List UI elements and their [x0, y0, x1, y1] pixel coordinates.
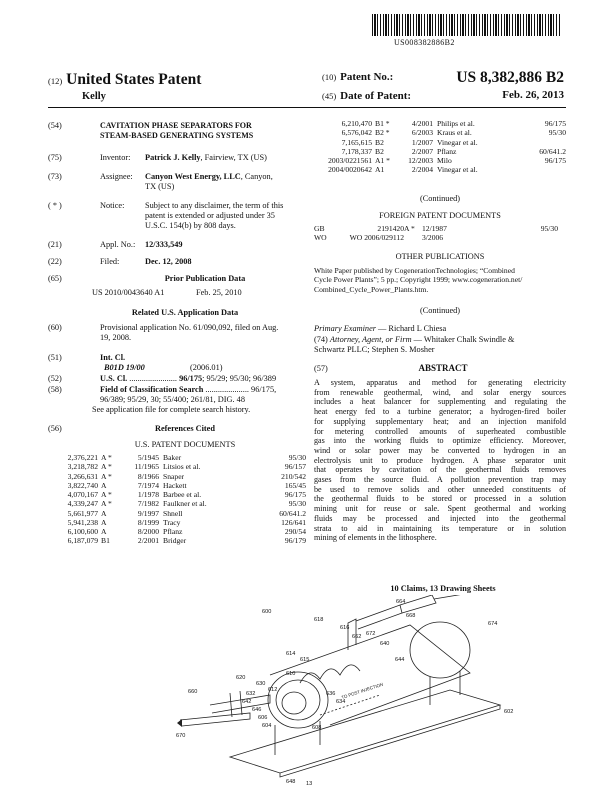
- ref-label: 644: [395, 657, 405, 663]
- prior-pub-date: Feb. 25, 2010: [196, 288, 242, 297]
- attorney-line: — Whitaker Chalk Swindle &: [411, 335, 515, 344]
- abstract-line: strata to aid in maintaining its temperature or in solution: [314, 523, 566, 533]
- other-publications: [314, 266, 566, 294]
- inid-code: (73): [48, 172, 62, 181]
- assignee-label: Assignee:: [100, 172, 133, 181]
- ref-number: WO 2006/029112: [349, 233, 404, 243]
- reference-row: [56, 509, 306, 518]
- ref-date: 8/1966: [137, 471, 159, 481]
- continued-note: (Continued): [419, 306, 461, 315]
- patent-date: Feb. 26, 2013: [502, 89, 564, 101]
- notice-text: [145, 201, 315, 231]
- appl-label: Appl. No.:: [100, 240, 136, 249]
- other-pub-line: White Paper published by CogenerationTechnologies; “Combined: [314, 266, 515, 275]
- ref-kind: [404, 233, 422, 242]
- abstract-line: from renewable geothermal, wind, and solar energy sources: [314, 387, 566, 397]
- abstract-line: mining unit for reuse or sale. Spent geothermal and working: [314, 504, 566, 514]
- abstract-line: mining of elements in the lithosphere.: [314, 533, 437, 543]
- ref-country: GB: [314, 224, 325, 233]
- ref-name: Faulkner et al.: [163, 499, 207, 509]
- ref-kind: B1: [101, 536, 110, 546]
- patent-no-label: Patent No.:: [340, 71, 394, 83]
- ref-label: 608: [312, 725, 322, 731]
- publication-number: US008382886B2: [394, 38, 455, 47]
- ref-name: Tracy: [163, 517, 181, 527]
- ref-date: 5/1945: [137, 453, 159, 462]
- prior-pub-number: US 2010/0043640 A1: [92, 288, 165, 297]
- ref-name: Snaper: [163, 471, 185, 481]
- pipe-flange: [230, 691, 242, 717]
- field-line: See application file for complete search history.: [92, 405, 251, 415]
- ref-date: 8/1999: [137, 517, 159, 527]
- inid-code: (45): [322, 91, 337, 101]
- notice-line: U.S.C. 154(b) by 808 days.: [145, 221, 236, 231]
- ref-number: 5,941,238: [67, 517, 98, 527]
- other-pub-line: Combined_Cycle_Power_Plants.htm.: [314, 284, 429, 294]
- ref-date: 12/1987: [422, 224, 447, 233]
- ref-date: 1/1978: [137, 490, 159, 499]
- ref-number: 2191420: [377, 224, 404, 233]
- leader-dots: .....................: [203, 385, 252, 394]
- ref-class: 96/179: [284, 536, 306, 546]
- reference-row: [308, 165, 566, 174]
- assignee-location: , Canyon,: [240, 172, 273, 181]
- reference-row: [56, 462, 306, 471]
- ref-class: 165/45: [284, 480, 306, 490]
- base-plate: [230, 690, 500, 773]
- ref-class: 96/175: [284, 490, 306, 499]
- base-plate-edge: [280, 705, 500, 777]
- reference-row: [56, 536, 306, 545]
- abstract-line: A system, apparatus and method for generating electricity: [314, 378, 566, 387]
- inid-code: (51): [48, 353, 62, 362]
- inid-code: (21): [48, 240, 62, 249]
- ref-label: 610: [286, 671, 296, 677]
- date-line: [322, 90, 411, 103]
- ref-kind: B2 *: [375, 128, 390, 138]
- provisional-line: 19, 2008.: [100, 333, 132, 343]
- ref-number: 6,187,079: [67, 536, 98, 546]
- support-legs: [275, 671, 460, 755]
- ref-kind: B2: [375, 146, 384, 156]
- reference-row: [56, 453, 306, 462]
- ref-name: Barbee et al.: [163, 490, 202, 499]
- ref-name: Philips et al.: [437, 119, 475, 128]
- reference-row: [308, 147, 566, 156]
- field-label: Field of Classification Search: [100, 385, 204, 394]
- cylinder-body: [270, 625, 470, 725]
- abstract-line: wind or solar power may be converted to hydrogen in an: [314, 445, 566, 455]
- patent-type-heading: [48, 71, 201, 90]
- ref-class: [528, 233, 558, 242]
- filed-date: Dec. 12, 2008: [145, 257, 192, 266]
- ref-name: Baker: [163, 453, 182, 462]
- abstract-line: be used to remove solids and other unneeded constituents of: [314, 484, 566, 494]
- inid-code: (12): [48, 76, 63, 86]
- ref-label: 600: [262, 609, 272, 615]
- reference-row: [308, 128, 566, 137]
- ref-label: 674: [488, 621, 498, 627]
- top-pipe-tip: [434, 595, 470, 599]
- abstract-line: gases from the source fluid. A pollution prevention trap may: [314, 475, 566, 485]
- ref-label: 632: [246, 691, 256, 697]
- ref-number: 4,339,247: [67, 499, 98, 509]
- notice-label: Notice:: [100, 201, 125, 210]
- ref-label: 636: [326, 691, 336, 697]
- ref-spacer: [458, 224, 528, 233]
- ref-label: 616: [340, 625, 350, 631]
- abstract-line: that operates by cavitation of the geothermal fluids removes: [314, 465, 566, 475]
- field-line: 96/389; 95/29, 30; 55/400; 261/81, DIG. 48: [100, 395, 245, 405]
- ref-kind: B1 *: [375, 119, 390, 128]
- inid-code: (60): [48, 323, 62, 332]
- ref-label: 640: [380, 641, 390, 647]
- ref-date: 2/2001: [137, 536, 159, 546]
- ref-name: Pflanz: [437, 146, 457, 156]
- us-docs-heading: U.S. PATENT DOCUMENTS: [134, 440, 236, 449]
- reference-row: [56, 472, 306, 481]
- intcl-year: (2006.01): [190, 363, 223, 372]
- claims-sheets: 10 Claims, 13 Drawing Sheets: [390, 584, 496, 593]
- ref-class: [526, 165, 566, 174]
- invention-title: [100, 121, 310, 141]
- ref-name: Bridger: [163, 536, 187, 546]
- attorney-line: Schwartz PLLC; Stephen S. Mosher: [314, 345, 435, 355]
- reference-row: [56, 481, 306, 490]
- ref-label: 614: [286, 651, 296, 657]
- ref-name: Milo: [437, 156, 452, 165]
- ref-label: 660: [188, 689, 198, 695]
- leader-dots: .......................: [127, 374, 180, 383]
- inid-code: (56): [48, 424, 62, 433]
- notice-line: Subject to any disclaimer, the term of this: [145, 201, 284, 210]
- ref-date: 8/2000: [137, 527, 159, 536]
- ref-kind: A1 *: [375, 156, 390, 165]
- ref-kind: A1: [375, 165, 385, 175]
- abstract-text: [314, 378, 566, 543]
- ref-label: 13: [306, 781, 313, 785]
- inventor-name: Patrick J. Kelly: [145, 153, 201, 162]
- appl-number: 12/333,549: [145, 240, 183, 249]
- uscl-main: 96/175: [179, 374, 203, 383]
- ref-class: [526, 138, 566, 147]
- ref-number: 4,070,167: [67, 490, 98, 499]
- inner-tube: [282, 692, 306, 714]
- ref-number: 6,576,042: [341, 128, 372, 138]
- barcode: [372, 14, 560, 36]
- examiner-line: [314, 324, 446, 334]
- reference-row: [56, 490, 306, 499]
- ref-date: 7/1974: [137, 480, 159, 490]
- intcl-label: Int. Cl.: [100, 353, 126, 362]
- ref-kind: A *: [404, 224, 415, 233]
- prior-pub-heading: Prior Publication Data: [164, 274, 246, 283]
- ref-class: 95/30: [540, 224, 558, 233]
- header-rule: [48, 107, 566, 108]
- continued-note: (Continued): [419, 194, 461, 203]
- ref-date: 7/1982: [137, 499, 159, 509]
- inventor-entry: [145, 153, 267, 163]
- ref-label: 615: [300, 657, 310, 663]
- outlet-pipe: [180, 713, 250, 726]
- ref-label: 606: [258, 715, 268, 721]
- uscl-label: U.S. Cl.: [100, 374, 128, 383]
- provisional-text: [100, 323, 315, 343]
- ref-name: Litsios et al.: [163, 462, 201, 472]
- us-references-list: [56, 453, 306, 546]
- uscl-entry: [100, 374, 276, 384]
- foreign-heading: FOREIGN PATENT DOCUMENTS: [379, 211, 501, 220]
- attorney-label: Attorney, Agent, or Firm: [329, 335, 412, 344]
- ref-class: 96/175: [544, 156, 566, 165]
- related-heading: Related U.S. Application Data: [131, 308, 239, 317]
- date-label: Date of Patent:: [340, 90, 412, 102]
- inid-code: (52): [48, 374, 62, 383]
- flow-arrow: [320, 695, 380, 715]
- inventor-label: Inventor:: [100, 153, 131, 162]
- ref-label: 664: [396, 599, 406, 605]
- ref-name: Shnell: [163, 508, 183, 518]
- abstract-line: fluids may be processed and injected into the geothermal: [314, 513, 566, 523]
- ref-date: 3/2006: [422, 233, 444, 243]
- ref-class: 60/641.2: [539, 146, 566, 156]
- ref-name: Pflanz: [163, 527, 183, 536]
- reference-row: [308, 138, 566, 147]
- ref-date: 2/2004: [411, 165, 433, 175]
- abstract-line: heat energy fed to a turbine generator; a hydrogen-fired boiler: [314, 407, 566, 417]
- ref-class: 290/54: [284, 527, 306, 536]
- ref-number: 2,376,221: [67, 453, 98, 462]
- ref-date: 2/2007: [411, 146, 433, 156]
- reference-row: [308, 156, 566, 165]
- ref-class: 96/157: [284, 462, 306, 472]
- ref-spacer: [458, 233, 528, 242]
- ref-label: 648: [286, 779, 296, 785]
- ref-date: 1/2007: [411, 137, 433, 147]
- cylinder-front: [268, 672, 328, 728]
- ref-class: 210/542: [281, 471, 306, 481]
- examiner-label: Primary Examiner: [314, 324, 376, 333]
- inventor-surname: Kelly: [82, 91, 106, 102]
- patent-drawing: [170, 595, 570, 785]
- assignee-name: Canyon West Energy, LLC: [145, 172, 241, 181]
- ref-date: 6/2003: [411, 128, 433, 138]
- ref-kind: B2: [375, 137, 384, 147]
- ref-label: 634: [336, 699, 346, 705]
- ref-number: 7,165,615: [341, 137, 372, 147]
- other-pubs-heading: OTHER PUBLICATIONS: [395, 252, 485, 261]
- reference-row: [56, 527, 306, 536]
- uscl-rest: ; 95/29; 95/30; 96/389: [202, 374, 277, 383]
- attorney-entry: [314, 335, 566, 355]
- ref-number: 2003/0221561: [328, 156, 372, 165]
- assignee-entry: [145, 172, 273, 192]
- ref-number: 3,218,782: [67, 462, 98, 472]
- top-pipe-ext: [400, 595, 436, 613]
- foreign-reference-row: [314, 224, 564, 233]
- ref-kind: A *: [101, 499, 112, 509]
- abstract-line: the geothermal fluids to be stored or processed in a solution: [314, 494, 566, 504]
- ref-number: 6,100,600: [67, 527, 98, 536]
- title-line: STEAM-BASED GENERATING SYSTEMS: [100, 130, 254, 140]
- filed-label: Filed:: [100, 257, 120, 266]
- ref-number: 3,822,740: [67, 480, 98, 490]
- title-line: CAVITATION PHASE SEPARATORS FOR: [100, 121, 252, 130]
- ref-class: 95/30: [288, 453, 306, 462]
- inid-code: (75): [48, 153, 62, 162]
- ref-label: 668: [406, 613, 416, 619]
- ref-label: 646: [252, 707, 262, 713]
- abstract-line: for metering controlled amounts of superheated combustible: [314, 426, 566, 436]
- ref-label: 672: [366, 631, 376, 637]
- foreign-reference-row: [314, 233, 564, 242]
- ref-kind: A *: [101, 462, 112, 472]
- ref-class: 95/30: [288, 499, 306, 509]
- ref-number: 5,661,977: [67, 508, 98, 518]
- cylinder-back: [410, 622, 470, 678]
- ref-label: 612: [268, 687, 278, 693]
- ref-label: 604: [262, 723, 272, 729]
- ref-class: 96/175: [544, 119, 566, 128]
- abstract-heading: ABSTRACT: [418, 363, 468, 373]
- ref-label: 642: [242, 699, 252, 705]
- intcl-code: B01D 19/00: [104, 363, 145, 372]
- inid-code: (58): [48, 385, 62, 394]
- field-search: [92, 385, 315, 415]
- ref-label: 662: [352, 634, 362, 640]
- ref-kind: A *: [101, 471, 112, 481]
- ref-name: Hackett: [163, 480, 187, 490]
- ref-kind: A: [101, 480, 107, 490]
- refs-heading: References Cited: [155, 424, 215, 433]
- abstract-line: gas into the working fluids to optimize efficiency. Moreover,: [314, 436, 566, 446]
- ref-number: 6,210,470: [341, 119, 372, 128]
- ref-label: 670: [176, 733, 186, 739]
- ref-number: 7,178,337: [341, 146, 372, 156]
- ref-kind: A *: [101, 453, 112, 462]
- ref-kind: A: [101, 517, 107, 527]
- provisional-line: Provisional application No. 61/090,092, filed on Aug.: [100, 323, 279, 332]
- ref-name: Vinegar et al.: [437, 137, 478, 147]
- ref-class: 60/641.2: [279, 508, 306, 518]
- examiner-name: — Richard L Chiesa: [375, 324, 447, 333]
- foreign-references-list: [314, 224, 564, 243]
- ref-label: 620: [236, 675, 246, 681]
- reference-row: [308, 119, 566, 128]
- ref-kind: A: [101, 508, 107, 518]
- ref-class: 126/641: [281, 517, 306, 527]
- inid-code: (57): [314, 364, 328, 373]
- reference-row: [56, 499, 306, 508]
- reference-row: [56, 518, 306, 527]
- flow-note: TO POST INJECTION: [340, 681, 384, 700]
- inid-code: ( * ): [48, 201, 62, 210]
- ref-date: 12/2003: [408, 156, 433, 165]
- notice-line: patent is extended or adjusted under 35: [145, 211, 275, 221]
- us-references-list-continued: [308, 119, 566, 175]
- ref-number: 3,266,631: [67, 471, 98, 481]
- inid-code: (22): [48, 257, 62, 266]
- inid-code: (65): [48, 274, 62, 283]
- ref-number: 2004/0020642: [328, 165, 372, 175]
- abstract-line: includes a heat balancer for supplementing and regulating the: [314, 397, 566, 407]
- ref-name: Vinegar et al.: [437, 165, 478, 175]
- ref-date: 11/1965: [134, 462, 159, 472]
- ref-label: 602: [504, 709, 514, 715]
- ref-country: WO: [314, 233, 327, 243]
- ref-label: 630: [256, 681, 266, 687]
- inid-code: (10): [322, 72, 337, 82]
- ref-label: 618: [314, 617, 324, 623]
- ref-kind: A: [101, 527, 107, 536]
- ref-name: Kraus et al.: [437, 128, 472, 138]
- arrow-head: [177, 719, 182, 727]
- top-pipe: [356, 605, 402, 629]
- patent-number-line: [322, 71, 393, 84]
- ref-date: 4/2001: [411, 119, 433, 128]
- field-line: 96/175,: [251, 385, 277, 394]
- ref-class: 95/30: [548, 128, 566, 138]
- ref-kind: A *: [101, 490, 112, 499]
- page-title: United States Patent: [66, 71, 202, 88]
- inventor-location: , Fairview, TX (US): [200, 153, 267, 162]
- assignee-location-2: TX (US): [145, 182, 175, 192]
- other-pub-line: Cycle Power Plants”; 5 pp.; Copyright 1999; www.cogeneration.net/: [314, 275, 523, 285]
- ref-date: 9/1997: [137, 508, 159, 518]
- abstract-line: for supplying supplementary heat; and an injection manifold: [314, 416, 566, 426]
- patent-number: US 8,382,886 B2: [456, 69, 564, 86]
- inid-code: (74): [314, 335, 328, 344]
- abstract-line: electrolysis unit to produce hydrogen. A phase separator unit: [314, 455, 566, 465]
- inid-code: (54): [48, 121, 62, 130]
